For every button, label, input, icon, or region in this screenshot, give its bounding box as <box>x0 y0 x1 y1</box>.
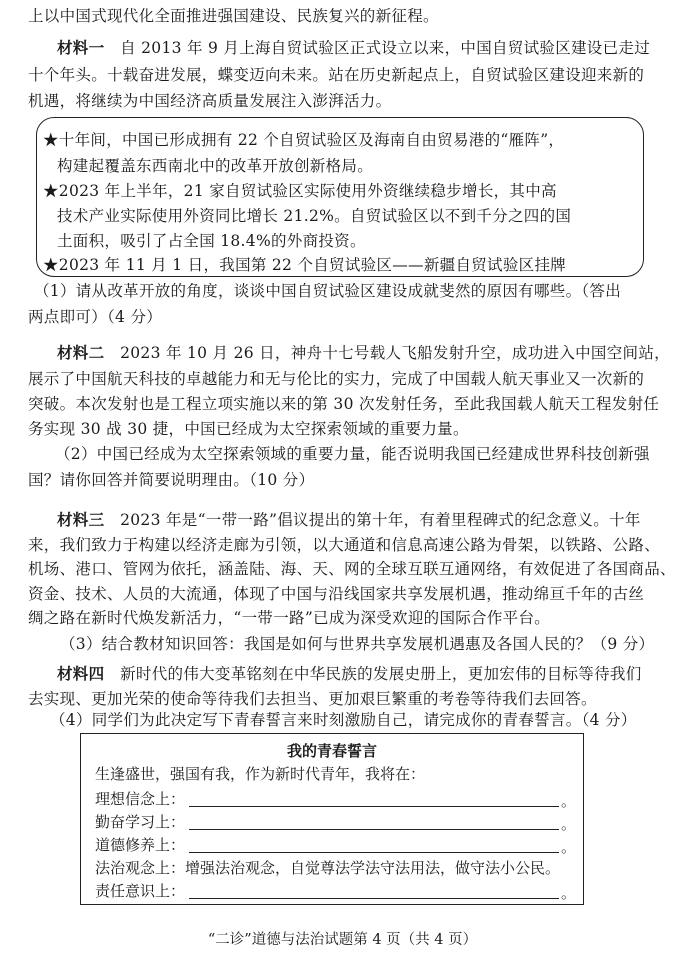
material-2-line-3: 突破。本次发射也是工程立项实施以来的第 30 次发射任务，至此我国载人航天工程发射任 <box>28 395 660 413</box>
material-3-text-1: 2023 年是“一带一路”倡议提出的第十年，有着里程碑式的纪念意义。十年 <box>120 511 641 529</box>
oath-box <box>80 733 584 905</box>
material-3-label: 材料三 <box>57 510 105 529</box>
box-line-4: 技术产业实际使用外资同比增长 21.2%。自贸试验区以不到千分之四的国 <box>57 207 572 225</box>
material-4-label: 材料四 <box>57 664 105 683</box>
material-2-label: 材料二 <box>57 343 105 362</box>
oath-end-study: 。 <box>561 815 577 833</box>
box-line-6: ★2023 年 11 月 1 日，我国第 22 个自贸试验区——新疆自贸试验区挂牌 <box>43 256 567 274</box>
page-footer: “二诊”道德与法治试题第 4 页（共 4 页） <box>207 932 478 948</box>
oath-answer-law: 增强法治观念，自觉尊法学法守法用法，做守法小公民。 <box>185 859 561 877</box>
oath-label-law: 法治观念上： <box>95 859 186 877</box>
oath-blank-morality[interactable] <box>189 852 559 853</box>
material-4-text-1: 新时代的伟大变革铭刻在中华民族的发展史册上，更加宏伟的目标等待我们 <box>120 665 642 683</box>
oath-label-morality: 道德修养上： <box>95 836 186 854</box>
box-line-1: ★十年间，中国已形成拥有 22 个自贸试验区及海南自由贸易港的“雁阵”， <box>43 131 565 149</box>
material-1-line-3: 机遇，将继续为中国经济高质量发展注入澎湃活力。 <box>28 92 392 110</box>
oath-blank-ideals[interactable] <box>189 806 559 807</box>
oath-label-ideals: 理想信念上： <box>95 790 186 808</box>
oath-end-duty: 。 <box>561 884 577 902</box>
oath-end-morality: 。 <box>561 838 577 856</box>
oath-row-law <box>95 858 573 878</box>
question-3: （3）结合教材知识回答：我国是如何与世界共享发展机遇惠及各国人民的？（9 分） <box>60 635 655 653</box>
question-2-line-1: （2）中国已经成为太空探索领域的重要力量，能否说明我国已经建成世界科技创新强 <box>55 445 650 463</box>
question-4: （4）同学们为此决定写下青春誓言来时刻激励自己，请完成你的青春誓言。（4 分） <box>50 711 637 729</box>
material-2-line-2: 展示了中国航天科技的卓越能力和无与伦比的实力，完成了中国载人航天事业又一次新的 <box>28 370 645 388</box>
material-3-line-3: 机场、港口、管网为依托，涵盖陆、海、天、网的全球互联互通网络，有效促进了各国商品、 <box>28 560 676 578</box>
material-2-line-1 <box>57 343 670 363</box>
material-2-text-1: 2023 年 10 月 26 日，神舟十七号载人飞船发射升空，成功进入中国空间站， <box>120 344 670 362</box>
material-2-line-4: 务实现 30 战 30 捷，中国已经成为太空探索领域的重要力量。 <box>28 420 469 438</box>
question-1-line-2: 两点即可）（4 分） <box>28 308 163 326</box>
oath-end-ideals: 。 <box>561 792 577 810</box>
intro-line: 上以中国式现代化全面推进强国建设、民族复兴的新征程。 <box>28 7 439 25</box>
material-3-line-1 <box>57 510 667 530</box>
box-line-5: 土面积，吸引了占全国 18.4%的外商投资。 <box>57 232 366 250</box>
material-1-line-2: 十个年头。十载奋进发展，蝶变迈向未来。站在历史新起点上，自贸试验区建设迎来新的 <box>28 66 645 84</box>
box-line-2: 构建起覆盖东西南北中的改革开放创新格局。 <box>57 157 374 175</box>
material-3-line-5: 绸之路在新时代焕发新活力，“一带一路”已成为深受欢迎的国际合作平台。 <box>28 609 551 627</box>
question-2-line-2: 国？请你回答并简要说明理由。（10 分） <box>28 471 315 489</box>
oath-label-duty: 责任意识上： <box>95 882 186 900</box>
material-4-line-1 <box>57 664 667 684</box>
material-1-box <box>36 117 644 277</box>
oath-title: 我的青春誓言 <box>286 742 377 760</box>
oath-label-study: 勤奋学习上： <box>95 813 186 831</box>
material-3-line-2: 来，我们致力于构建以经济走廊为引领，以大通道和信息高速公路为骨架，以铁路、公路、 <box>28 536 661 554</box>
material-1-line-1 <box>57 38 667 58</box>
material-3-line-4: 资金、技术、人员的大流通，体现了中国与沿线国家共享发展机遇，推动绵亘千年的古丝 <box>28 585 645 603</box>
oath-blank-study[interactable] <box>189 829 559 830</box>
question-1-line-1: （1）请从改革开放的角度，谈谈中国自贸试验区建设成就斐然的原因有哪些。（答出 <box>34 282 622 300</box>
material-1-label: 材料一 <box>57 38 105 57</box>
oath-blank-duty[interactable] <box>189 898 559 899</box>
oath-lead: 生逢盛世，强国有我，作为新时代青年，我将在： <box>95 765 426 783</box>
box-line-3: ★2023 年上半年，21 家自贸试验区实际使用外资继续稳步增长，其中高 <box>43 182 557 200</box>
material-1-text-1: 自 2013 年 9 月上海自贸试验区正式设立以来，中国自贸试验区建设已走过 <box>120 39 651 57</box>
material-4-line-2: 去实现、更加光荣的使命等待我们去担当、更加艰巨繁重的考卷等待我们去回答。 <box>28 690 597 708</box>
